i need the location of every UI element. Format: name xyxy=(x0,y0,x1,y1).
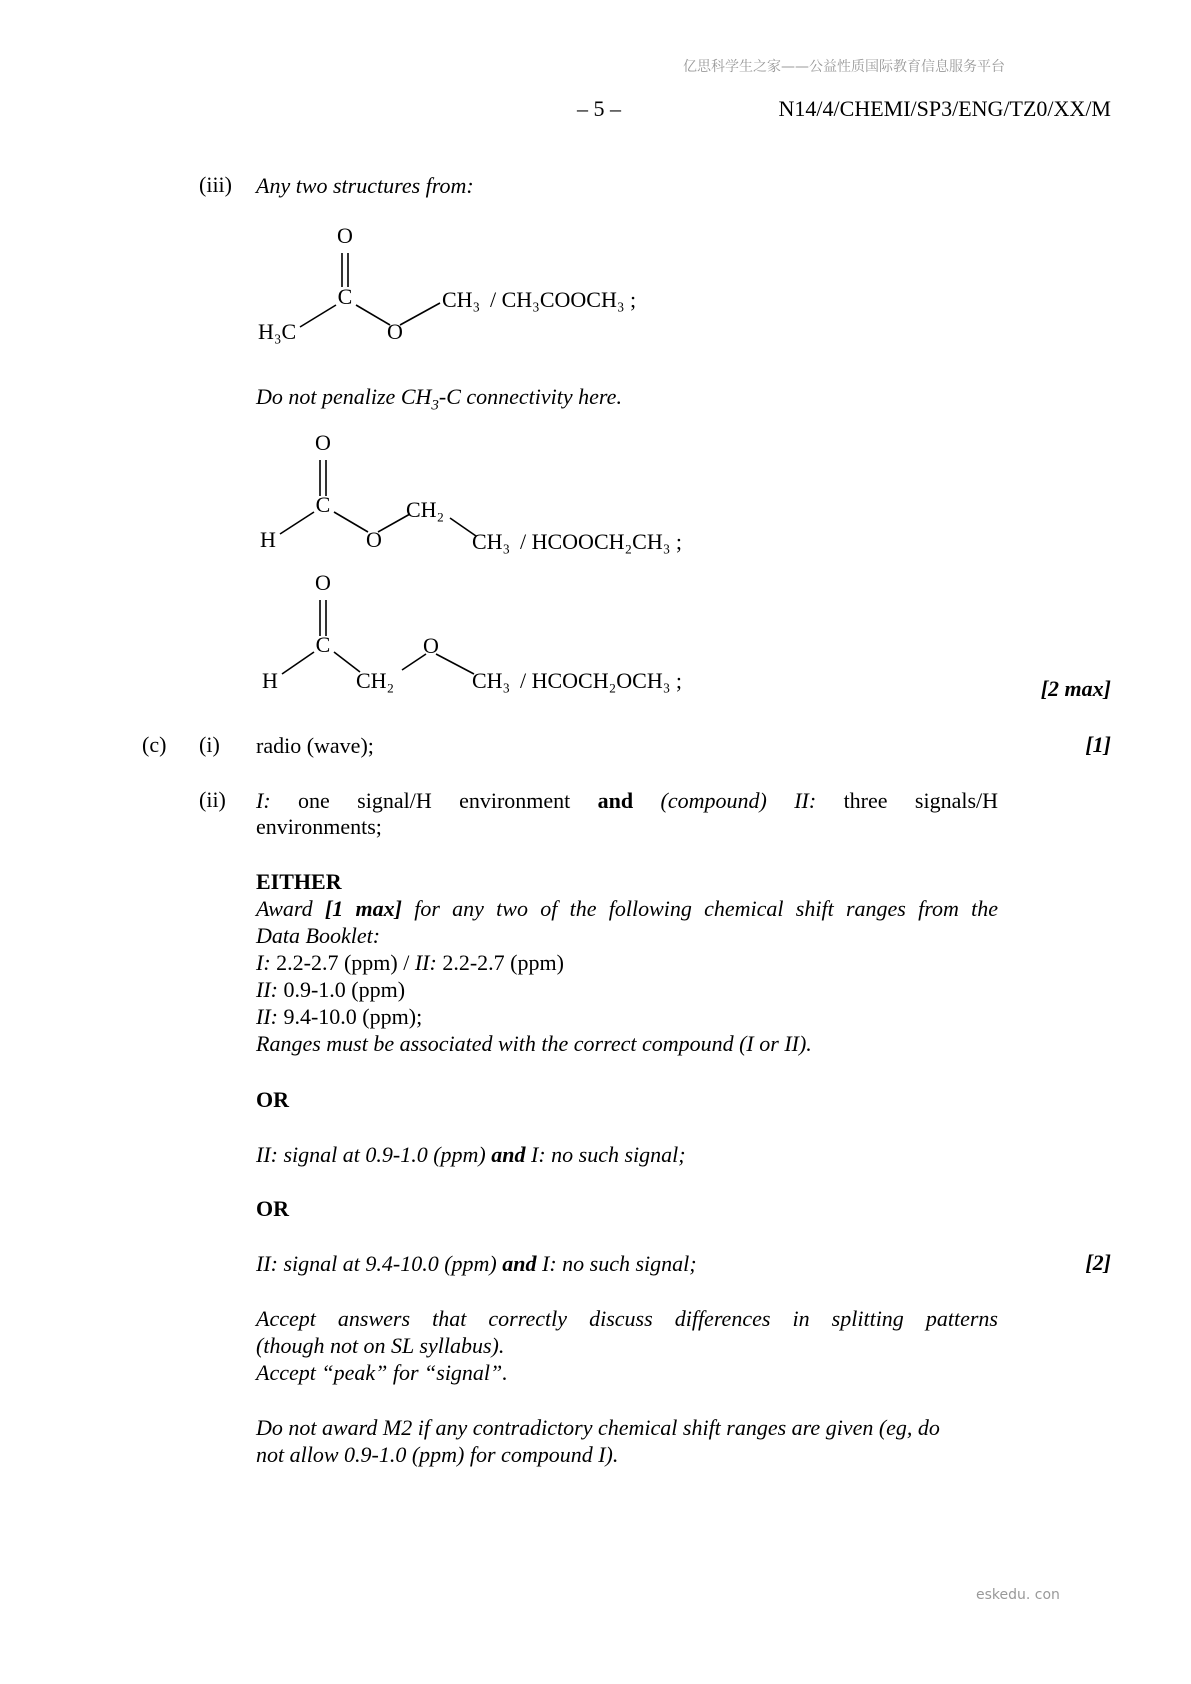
bond-o-ch3 xyxy=(436,654,474,674)
text-one-signal: one signal/H environment xyxy=(298,788,571,813)
note-connectivity xyxy=(256,383,622,419)
accept-peak: Accept “peak” for “signal”. xyxy=(256,1360,508,1385)
bond-c-o xyxy=(334,512,368,532)
part-c-ii-number: (ii) xyxy=(199,787,226,812)
range-line-2 xyxy=(256,976,405,1004)
alternative-1 xyxy=(256,1141,686,1169)
range2-label: II: xyxy=(256,977,278,1002)
formula-3: / HCOCH₂OCH₃ ; xyxy=(520,668,683,693)
heading-or-1: OR xyxy=(256,1087,289,1112)
range1-value-b: 2.2-2.7 (ppm) xyxy=(436,950,564,975)
bond-c-h xyxy=(282,652,314,674)
formula-1: / CH₃COOCH₃ ; xyxy=(490,287,637,312)
bond-o-ch3 xyxy=(400,303,440,325)
document-code: N14/4/CHEMI/SP3/ENG/TZ0/XX/M xyxy=(778,96,1111,121)
structure-methyl-acetate xyxy=(250,225,670,355)
atom-o: O xyxy=(387,319,403,344)
atom-o: O xyxy=(366,527,382,552)
ranges-note: Ranges must be associated with the correct compound (I or II). xyxy=(256,1031,812,1056)
answer-line-2: environments; xyxy=(256,814,382,839)
atom-o: O xyxy=(423,633,439,658)
heading-or-2: OR xyxy=(256,1196,289,1221)
group-ch3: CH₃ xyxy=(472,529,511,554)
answer-line-1 xyxy=(256,787,998,815)
award-text-a: Award xyxy=(256,896,325,921)
bond-c-ch3 xyxy=(300,305,336,327)
alt1-text-c: I: no such signal; xyxy=(525,1142,686,1167)
award-line-1 xyxy=(256,895,998,923)
range3-value: 9.4-10.0 (ppm); xyxy=(277,1004,423,1029)
mark-c-ii: [2] xyxy=(1085,1250,1111,1275)
alternative-2 xyxy=(256,1250,697,1278)
label-compound-i: I: xyxy=(256,788,271,813)
range3-label: II: xyxy=(256,1004,278,1029)
mark-iii: [2 max] xyxy=(1040,676,1111,701)
range1-label-a: I: xyxy=(256,950,271,975)
watermark-top: 亿思科学生之家——公益性质国际教育信息服务平台 xyxy=(683,59,1005,75)
page-number: – 5 – xyxy=(577,96,621,121)
heading-either: EITHER xyxy=(256,869,342,894)
atom-h: H xyxy=(260,527,276,552)
part-c-i-answer: radio (wave); xyxy=(256,733,374,758)
structure-ethyl-formate xyxy=(250,432,730,562)
award-mark: [1 max] xyxy=(324,896,402,921)
atom-c: C xyxy=(337,284,353,309)
group-ch2: CH₂ xyxy=(406,497,445,522)
range2-value: 0.9-1.0 (ppm) xyxy=(277,977,406,1002)
accept-line-1: Accept answers that correctly discuss differences in splitting patterns xyxy=(256,1306,998,1331)
formula-2: / HCOOCH₂CH₃ ; xyxy=(520,529,683,554)
atom-c: C xyxy=(315,492,331,517)
award-text-c: for any two of the following chemical shift ranges from the xyxy=(401,896,998,921)
note-text-a: Do not penalize CH xyxy=(256,384,432,409)
alt1-and: and xyxy=(491,1142,526,1167)
atom-o-top: O xyxy=(315,574,331,595)
range-line-3 xyxy=(256,1003,422,1031)
structure-methoxyacetaldehyde xyxy=(250,574,730,704)
text-compound: (compound) xyxy=(660,788,767,813)
donot-line-1: Do not award M2 if any contradictory chemical shift ranges are given (eg, do xyxy=(256,1415,940,1440)
atom-o-top: O xyxy=(337,225,353,248)
note-subscript: 3 xyxy=(431,397,439,414)
watermark-bottom: eskedu. con xyxy=(976,1587,1060,1603)
part-c-letter: (c) xyxy=(142,732,167,757)
bond-c-h xyxy=(280,512,314,534)
group-ch3: CH₃ xyxy=(472,668,511,693)
alt2-and: and xyxy=(502,1251,537,1276)
award-line-2: Data Booklet: xyxy=(256,923,381,948)
alt1-text-a: II: signal at 0.9-1.0 (ppm) xyxy=(256,1142,492,1167)
text-three-signals: three signals/H xyxy=(843,788,999,813)
alt2-text-a: II: signal at 9.4-10.0 (ppm) xyxy=(256,1251,503,1276)
group-ch3: CH₃ xyxy=(442,287,481,312)
part-iii-number: (iii) xyxy=(199,172,232,197)
part-iii-intro: Any two structures from: xyxy=(256,173,474,198)
range-line-1 xyxy=(256,949,564,977)
accept-line-2: (though not on SL syllabus). xyxy=(256,1333,505,1358)
bond-c-o xyxy=(356,305,390,325)
group-ch2: CH₂ xyxy=(356,668,395,693)
range1-label-b: II: xyxy=(414,950,437,975)
note-text-b: -C connectivity here. xyxy=(438,384,622,409)
atom-h: H xyxy=(262,668,278,693)
atom-c: C xyxy=(315,632,331,657)
mark-c-i: [1] xyxy=(1085,732,1111,757)
label-compound-ii: II: xyxy=(794,788,817,813)
alt2-text-c: I: no such signal; xyxy=(536,1251,697,1276)
range1-value-a: 2.2-2.7 (ppm) / xyxy=(270,950,415,975)
atom-o-top: O xyxy=(315,432,331,455)
donot-line-2: not allow 0.9-1.0 (ppm) for compound I). xyxy=(256,1442,619,1467)
text-and: and xyxy=(597,788,634,813)
part-c-i-number: (i) xyxy=(199,732,220,757)
group-h3c: H₃C xyxy=(258,319,297,344)
